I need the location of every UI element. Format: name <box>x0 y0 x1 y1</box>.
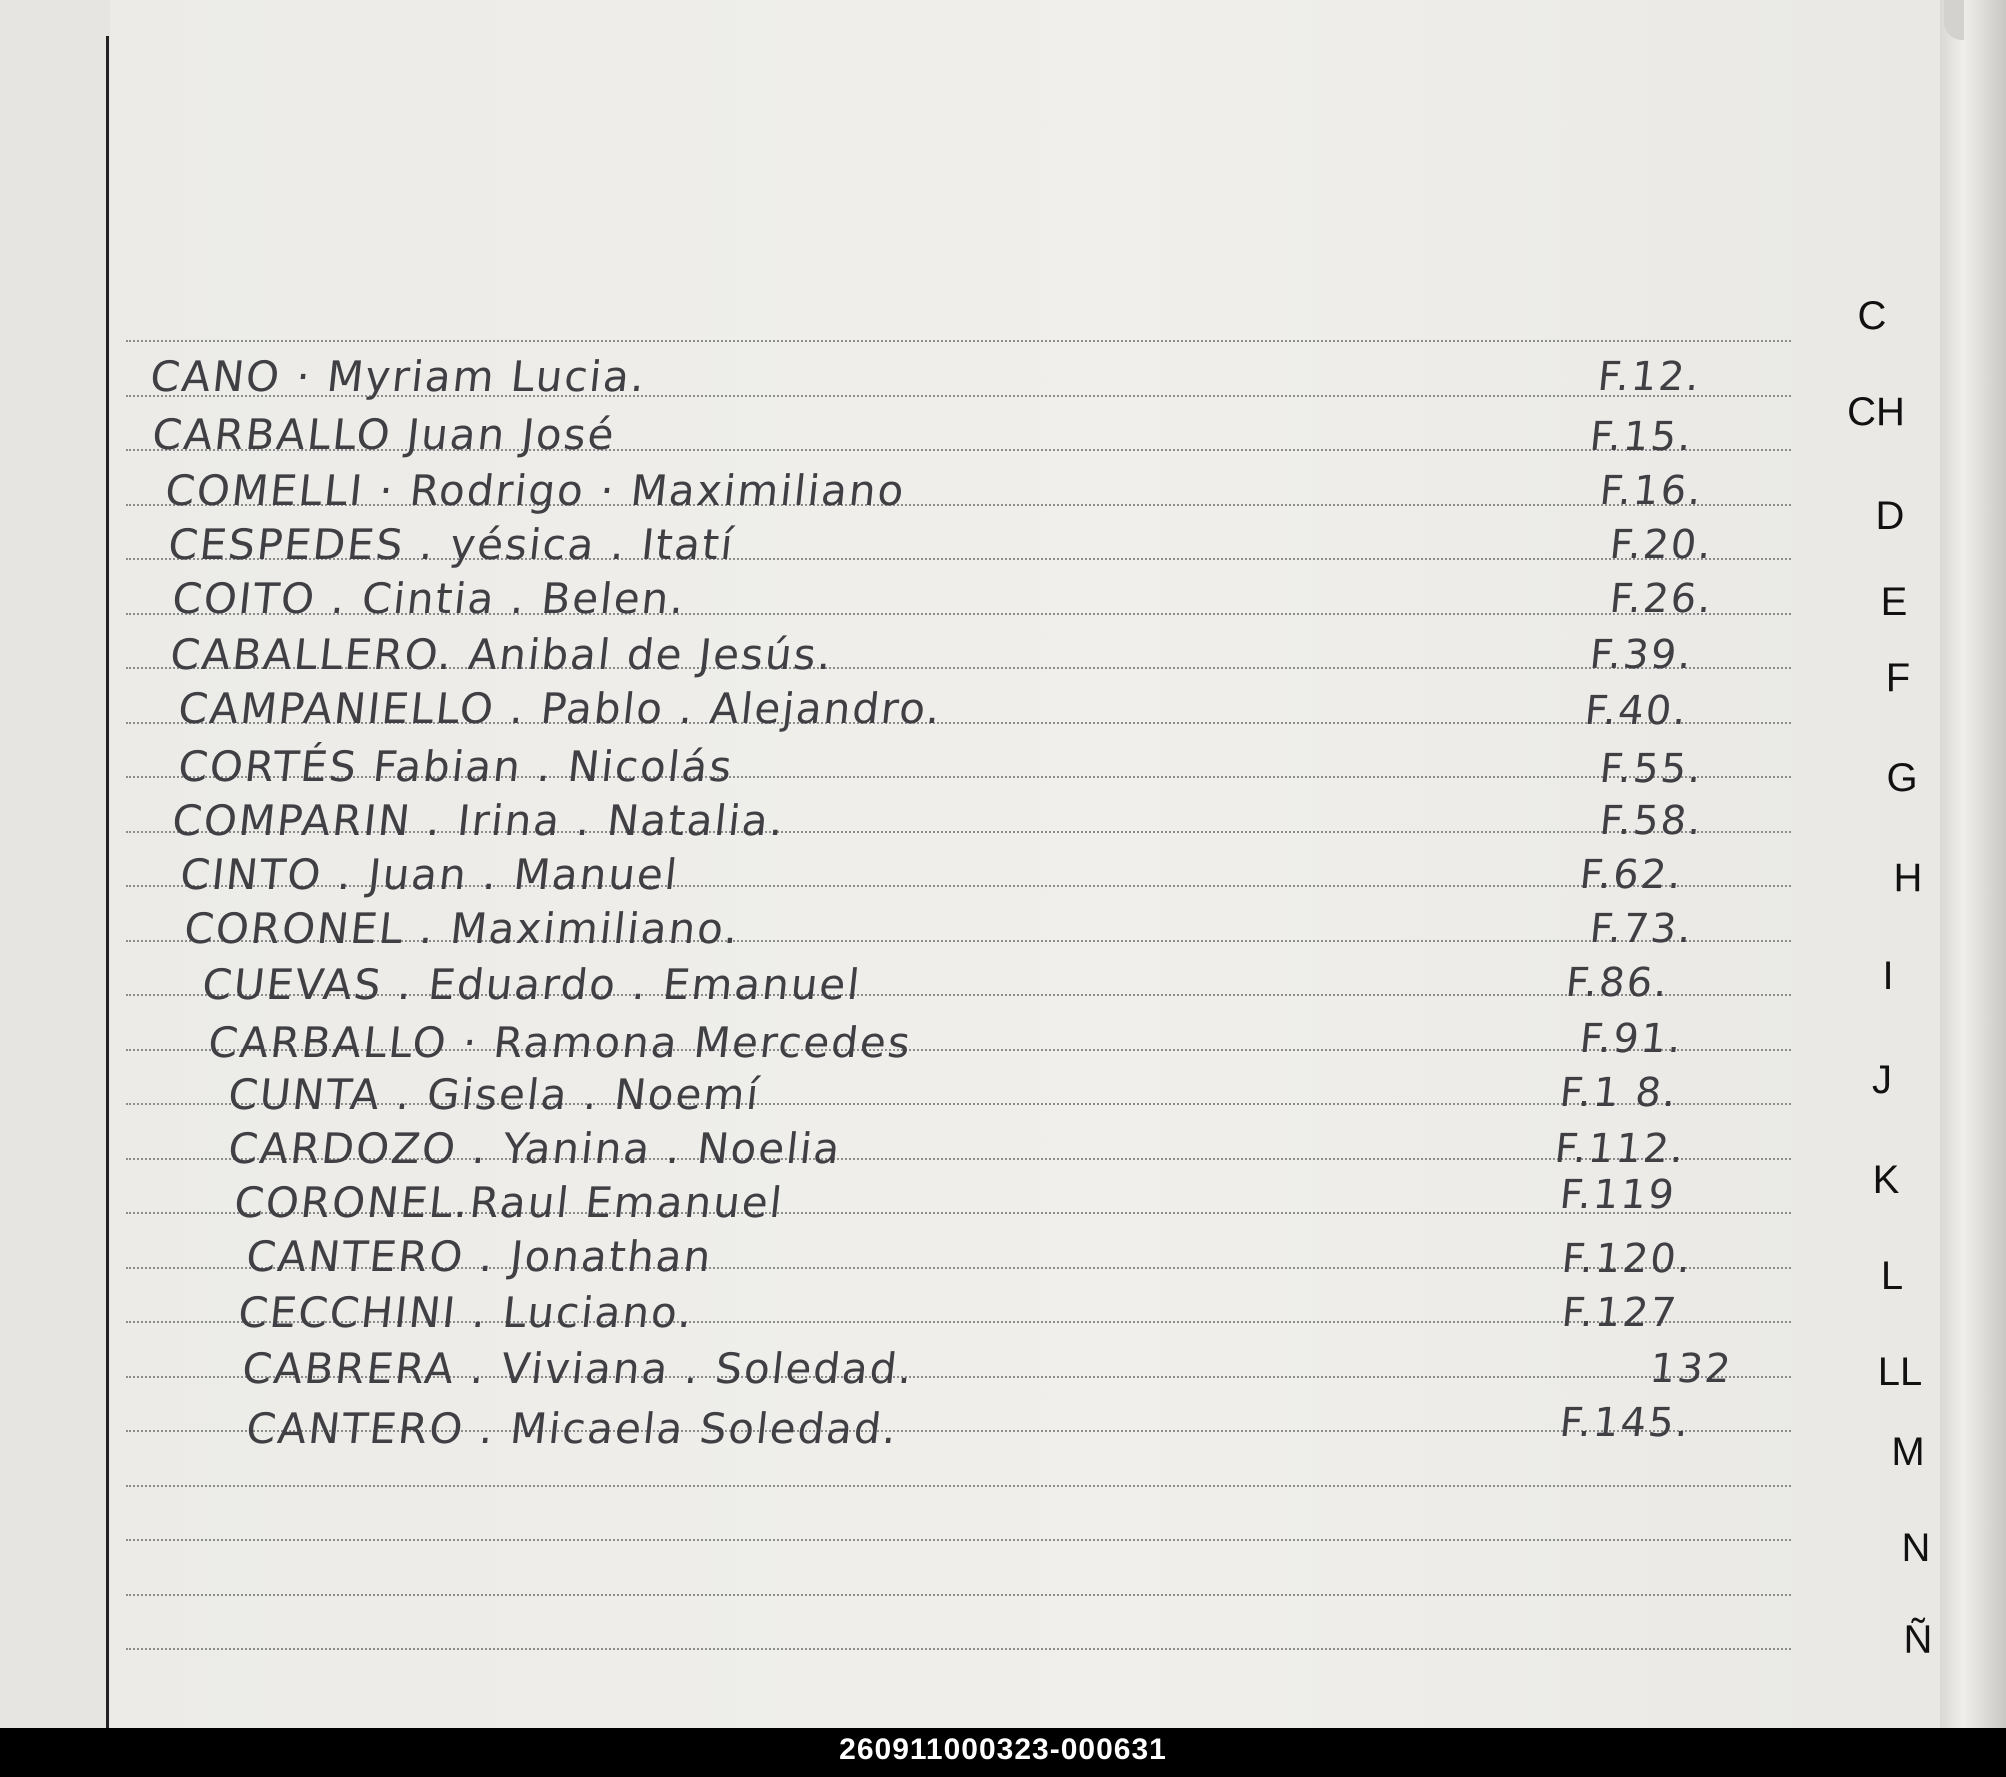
entry-page: F.12. <box>1595 354 1704 400</box>
entry-page: F.119 <box>1557 1172 1679 1218</box>
entry-page: F.73. <box>1587 906 1696 952</box>
entry-page: F.127 <box>1559 1290 1681 1336</box>
entry-page: F.145. <box>1557 1400 1693 1446</box>
entry-page: F.39. <box>1587 632 1696 678</box>
entry-page: F.55. <box>1597 746 1706 792</box>
entry-page: F.62. <box>1577 852 1686 898</box>
binding-line <box>106 36 109 1728</box>
entry-page: F.16. <box>1597 468 1706 514</box>
entry-name: CANTERO . Jonathan <box>244 1232 715 1281</box>
index-tab-enye[interactable]: Ñ <box>1903 1618 1933 1662</box>
index-tab-ch[interactable]: CH <box>1847 390 1905 434</box>
index-tab-ll[interactable]: LL <box>1877 1350 1923 1394</box>
index-tab-k[interactable]: K <box>1872 1158 1900 1202</box>
entry-page: F.86. <box>1563 960 1672 1006</box>
entry-name: COITO . Cintia . Belen. <box>170 574 689 623</box>
entry-name: CUNTA . Gisela . Noemí <box>226 1070 763 1119</box>
index-tab-m[interactable]: M <box>1891 1430 1925 1474</box>
entry-name: CINTO . Juan . Manuel <box>178 850 682 899</box>
entry-page: F.58. <box>1597 798 1706 844</box>
entry-name: CAMPANIELLO . Pablo . Alejandro. <box>176 684 945 733</box>
ruled-line <box>126 340 1791 342</box>
index-tab-c[interactable]: C <box>1857 294 1887 338</box>
entry-name: CORONEL.Raul Emanuel <box>232 1178 787 1227</box>
index-tab-g[interactable]: G <box>1886 756 1918 800</box>
index-tab-e[interactable]: E <box>1880 580 1908 624</box>
ruled-line <box>126 1594 1791 1596</box>
ruled-line <box>126 1648 1791 1650</box>
index-tab-j[interactable]: J <box>1872 1058 1892 1102</box>
index-tab-i[interactable]: I <box>1882 954 1894 998</box>
entry-name: CARBALLO Juan José <box>150 410 619 459</box>
entry-name: COMELLI · Rodrigo · Maximiliano <box>163 466 909 515</box>
index-tab-d[interactable]: D <box>1875 494 1905 538</box>
index-tab-f[interactable]: F <box>1885 656 1911 700</box>
entry-name: COMPARIN . Irina . Natalia. <box>170 796 788 845</box>
entry-name: CARDOZO . Yanina . Noelia <box>226 1124 845 1173</box>
scan-id-label: 260911000323-000631 <box>839 1733 1167 1766</box>
entry-name: CORTÉS Fabian . Nicolás <box>176 742 736 791</box>
entry-page: F.1 8. <box>1557 1070 1681 1116</box>
entry-name: CECCHINI . Luciano. <box>236 1288 697 1337</box>
entry-name: CABRERA . Viviana . Soledad. <box>240 1344 917 1393</box>
entry-name: CUEVAS . Eduardo . Emanuel <box>200 960 864 1009</box>
entry-name: CANO · Myriam Lucia. <box>148 352 649 401</box>
entry-name: CANTERO . Micaela Soledad. <box>244 1404 901 1453</box>
previous-page-margin <box>0 0 110 1728</box>
entry-name: CORONEL . Maximiliano. <box>182 904 743 953</box>
entry-name: CARBALLO · Ramona Mercedes <box>206 1018 915 1067</box>
entry-page: F.15. <box>1587 414 1696 460</box>
entry-page: F.20. <box>1607 522 1716 568</box>
entry-page: F.120. <box>1559 1236 1695 1282</box>
entry-page: F.26. <box>1607 576 1716 622</box>
entry-page: F.112. <box>1552 1126 1688 1172</box>
index-tab-n[interactable]: N <box>1901 1526 1931 1570</box>
entry-page: 132 <box>1647 1346 1735 1392</box>
ruled-line <box>126 1539 1791 1541</box>
ruled-line <box>126 1485 1791 1487</box>
entry-page: F.40. <box>1582 688 1691 734</box>
entry-name: CABALLERO. Anibal de Jesús. <box>168 630 836 679</box>
entry-name: CESPEDES . yésica . Itatí <box>166 520 737 569</box>
index-tab-h[interactable]: H <box>1893 856 1923 900</box>
index-tab-l[interactable]: L <box>1880 1254 1904 1298</box>
entry-page: F.91. <box>1577 1016 1686 1062</box>
